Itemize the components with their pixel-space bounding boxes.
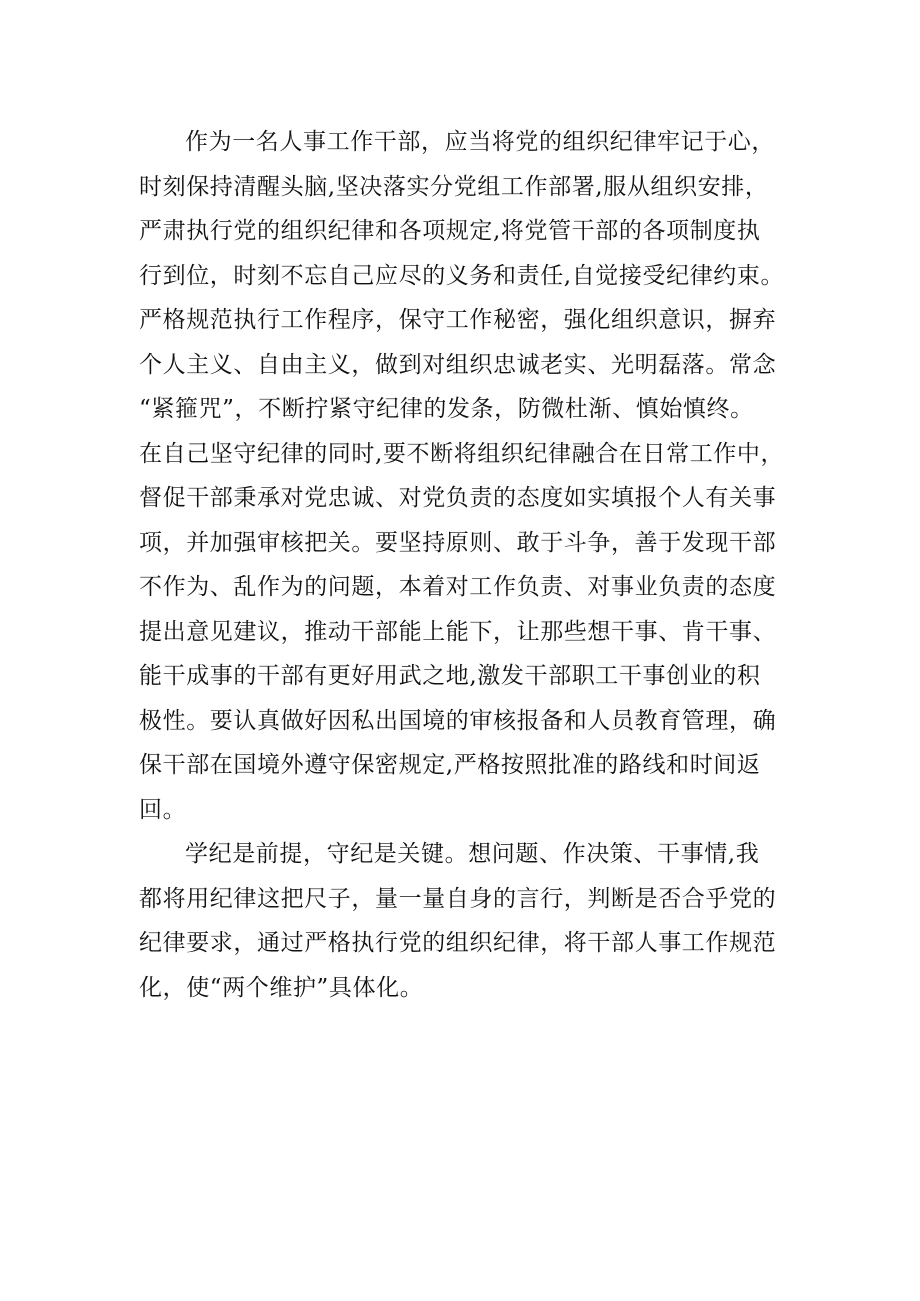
text-line: 督促干部秉承对党忠诚、对党负责的态度如实填报个人有关事 — [139, 485, 777, 511]
text-line: 提出意见建议，推动干部能上能下，让那些想干事、肯干事、 — [139, 618, 777, 645]
text-line: 回。 — [139, 796, 187, 823]
paragraph-1 — [139, 120, 819, 832]
text-line: 极性。要认真做好因私出国境的审核报备和人员教育管理，确 — [139, 707, 777, 734]
text-line: 作为一名人事工作干部，应当将党的组织纪律牢记于心， — [185, 129, 775, 155]
text-line: 在自己坚守纪律的同时,要不断将组织纪律融合在日常工作中， — [139, 440, 785, 467]
text-line: 都将用纪律这把尺子，量一量自身的言行，判断是否合乎党的 — [139, 885, 777, 912]
text-line: 纪律要求，通过严格执行党的组织纪律，将干部人事工作规范 — [139, 930, 777, 956]
text-line: “紧箍咒”，不断拧紧守纪律的发条，防微杜渐、慎始慎终。 — [139, 396, 754, 422]
text-line: 严肃执行党的组织纪律和各项规定,将党管干部的各项制度执 — [139, 218, 761, 244]
document-body — [139, 120, 819, 1010]
text-line: 项，并加强审核把关。要坚持原则、敢于斗争，善于发现干部 — [139, 529, 777, 556]
text-line: 能干成事的干部有更好用武之地,激发干部职工干事创业的积 — [139, 663, 761, 689]
text-line: 不作为、乱作为的问题，本着对工作负责、对事业负责的态度 — [139, 574, 777, 600]
paragraph-2 — [139, 832, 819, 1010]
text-line: 个人主义、自由主义，做到对组织忠诚老实、光明磊落。常念 — [139, 351, 777, 378]
text-line: 严格规范执行工作程序，保守工作秘密，强化组织意识，摒弃 — [139, 307, 777, 333]
text-line: 保干部在国境外遵守保密规定,严格按照批准的路线和时间返 — [139, 752, 761, 778]
text-line: 时刻保持清醒头脑,坚决落实分党组工作部署,服从组织安排， — [139, 173, 769, 200]
text-line: 化，使“两个维护”具体化。 — [139, 974, 424, 1001]
text-line: 学纪是前提，守纪是关键。想问题、作决策、干事情,我 — [185, 841, 760, 867]
text-line: 行到位，时刻不忘自己应尽的义务和责任,自觉接受纪律约束。 — [139, 262, 785, 289]
